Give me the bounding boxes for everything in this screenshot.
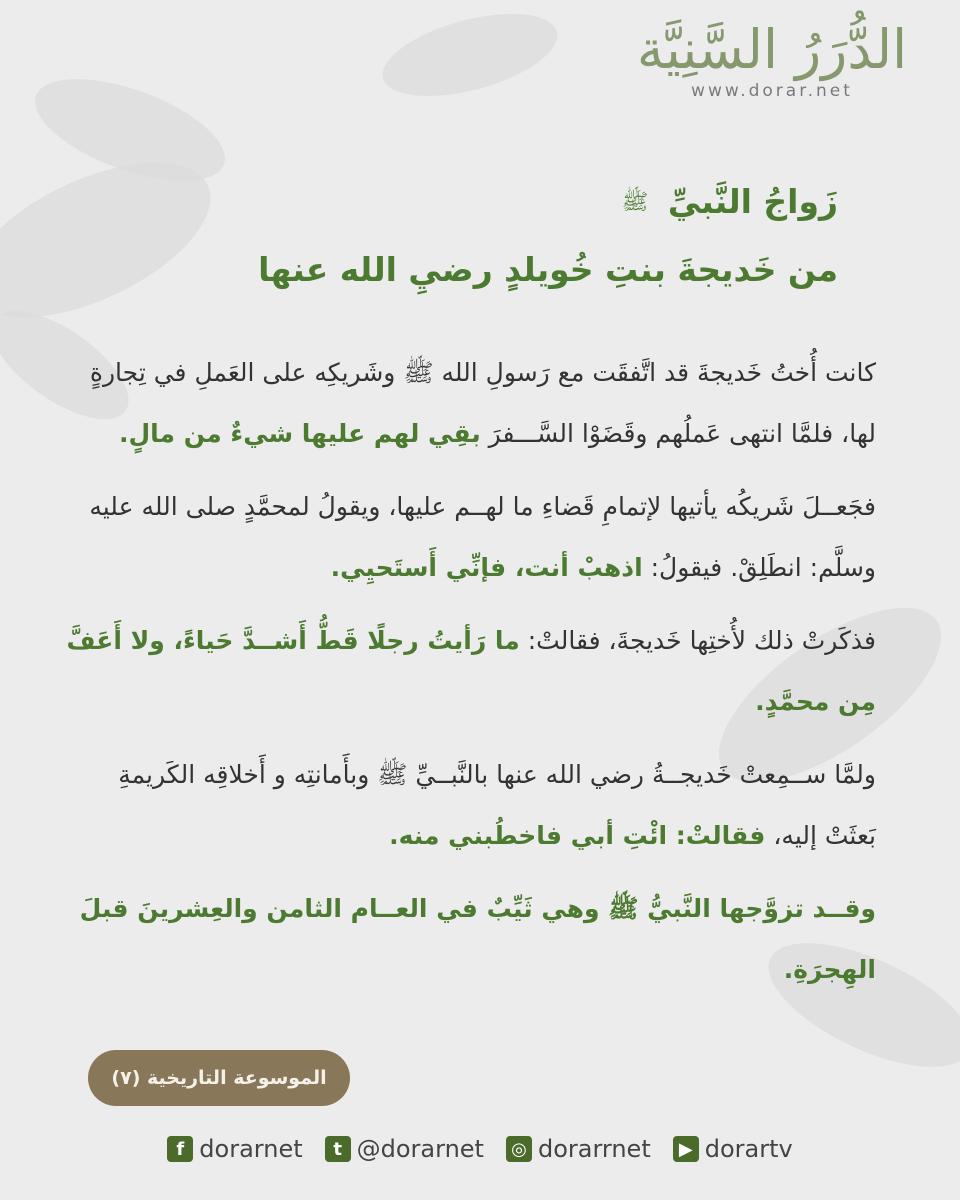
logo-name: الدُّرَرُ السَّنِيَّة	[636, 18, 908, 81]
paragraph	[62, 342, 876, 464]
youtube-icon: ▶	[673, 1136, 699, 1162]
paragraph	[62, 744, 876, 866]
social-handle: @dorarnet	[356, 1135, 484, 1163]
paragraph-text: ولمَّا ســمِعتْ خَديجــةُ رضي الله عنها بالنَّبــيِّ ﷺ وبأَمانتِه و أَخلاقِه الكَريمةِ بَعثَتْ إليه،	[118, 760, 876, 850]
paragraph	[62, 610, 876, 732]
social-link-instagram[interactable]	[506, 1135, 651, 1163]
social-links	[170, 1135, 793, 1163]
page-subtitle: من خَديجةَ بنتِ خُويلدٍ رضيِ الله عنها	[258, 250, 838, 289]
honorific-mark: ﷺ	[621, 189, 649, 215]
article-body	[62, 342, 876, 1012]
source-badge: الموسوعة التاريخية (٧)	[88, 1050, 350, 1106]
social-link-youtube[interactable]	[673, 1135, 793, 1163]
paragraph-text: فذكَرتْ ذلك لأُختِها خَديجةَ، فقالتْ:	[519, 626, 876, 655]
paragraph	[62, 878, 876, 1000]
paragraph-highlight: فقالتْ: ائْتِ أبي فاخطُبني منه.	[389, 821, 766, 850]
paragraph	[62, 476, 876, 598]
facebook-icon: f	[167, 1136, 193, 1162]
social-handle: dorarnet	[199, 1135, 303, 1163]
paragraph-highlight: وقــد تزوَّجها النَّبيُّ ﷺ وهي ثَيِّبٌ في العــام الثامن والعِشرينَ قبلَ الهِجرَةِ.	[79, 894, 876, 984]
social-link-twitter[interactable]	[325, 1135, 484, 1163]
social-handle: dorartv	[704, 1135, 793, 1163]
paragraph-text: كانت أُختُ خَديجةَ قد اتَّفقَت مع رَسولِ الله ﷺ وشَريكِه على العَملِ في تِجارةٍ لها، فلمَّا انتهى عَملُهم وقَضَوْا السَّـــفرَ	[89, 358, 876, 448]
paragraph-highlight: ما رَأيتُ رجلًا قَطُّ أَشــدَّ حَياءً، ولا أَعَفَّ مِن محمَّدٍ.	[66, 626, 876, 716]
page-title	[622, 182, 838, 221]
site-logo	[622, 18, 922, 101]
social-handle: dorarrnet	[537, 1135, 651, 1163]
instagram-icon: ◎	[506, 1136, 532, 1162]
social-link-facebook[interactable]	[167, 1135, 302, 1163]
paragraph-text: فجَعــلَ شَريكُه يأتيها لإتمامِ قَضاءِ ما لهــم عليها، ويقولُ لمحمَّدٍ صلى الله عليه وسلَّم: انطَلِقْ. فيقولُ:	[89, 492, 876, 582]
background-leaf	[374, 0, 566, 112]
paragraph-highlight: اذهبْ أنت، فإنِّي أَستَحيِي.	[330, 553, 643, 582]
paragraph-highlight: بقِي لهم عليها شيءٌ من مالٍ.	[118, 419, 481, 448]
title-line-1: زَواجُ النَّبيِّ	[667, 182, 838, 221]
twitter-icon: t	[325, 1136, 351, 1162]
logo-url: www.dorar.net	[691, 80, 853, 101]
